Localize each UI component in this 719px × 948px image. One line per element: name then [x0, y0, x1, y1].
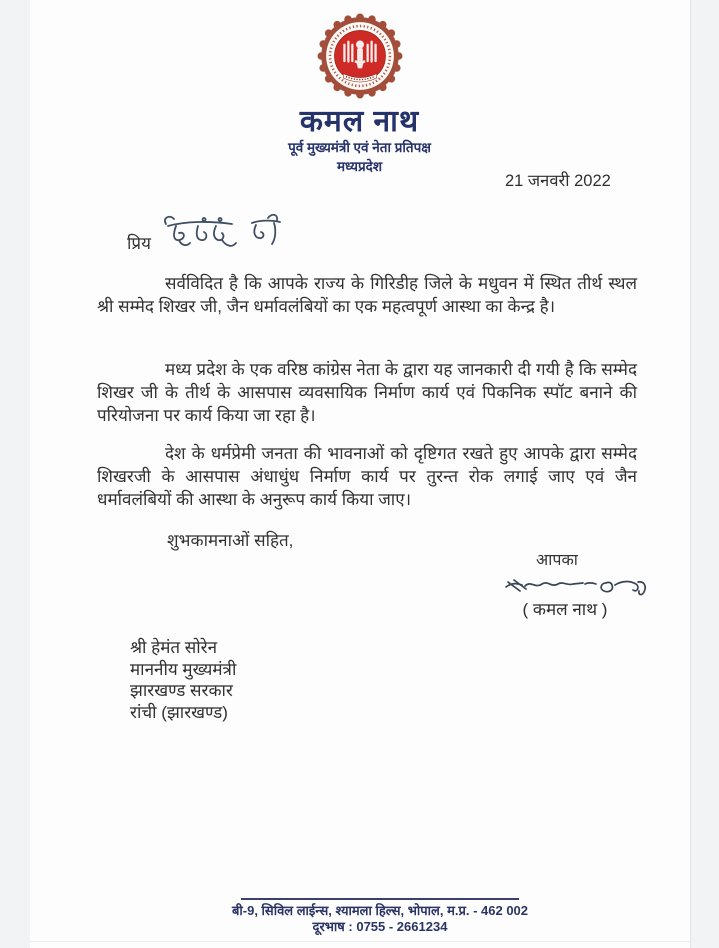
letterhead-title: पूर्व मुख्यमंत्री एवं नेता प्रतिपक्ष — [288, 140, 431, 155]
recipient-govt: झारखण्ड सरकार — [130, 681, 233, 700]
footer-phone: दूरभाष : 0755 - 2661234 — [312, 919, 448, 934]
footer-block — [150, 898, 610, 935]
scan-page-edge — [30, 941, 690, 942]
madhya-pradesh-emblem-icon — [316, 12, 404, 100]
recipient-title: माननीय मुख्यमंत्री — [130, 659, 237, 679]
footer-divider — [241, 898, 519, 900]
handwritten-signature — [503, 570, 653, 600]
handwritten-salutation — [160, 210, 290, 256]
recipient-city: रांची (झारखण्ड) — [130, 702, 228, 722]
letter-date: 21 जनवरी 2022 — [505, 172, 611, 190]
salutation-printed: प्रिय — [127, 234, 151, 253]
recipient-name: श्री हेमंत सोरेन — [130, 638, 218, 657]
letterhead-name: कमल नाथ — [299, 105, 420, 138]
footer-address: बी-9, सिविल लाईन्स, श्यामला हिल्स, भोपाल, म.प्र. - 462 002 — [231, 903, 529, 918]
signature-yours: आपका — [536, 552, 578, 569]
letterhead-region: मध्यप्रदेश — [336, 159, 382, 174]
body-paragraph-2: मध्य प्रदेश के एक वरिष्ठ कांग्रेस नेता के द्वारा यह जानकारी दी गयी है कि सम्मेद शिखर जी के तीर्थ के आसपास व्यवसायिक निर्माण कार्य एवं पिकनिक स्पॉट बनाने की परियोजना पर कार्य किया जा रहा है। — [97, 360, 637, 425]
body-paragraph-1: सर्वविदित है कि आपके राज्य के गिरिडीह जिले के मधुवन में स्थित तीर्थ स्थल श्री सम्मेद शिखर जी, जैन धर्मावलंबियों का एक महत्वपूर्ण आस्था का केन्द्र है। — [97, 274, 637, 316]
recipient-block — [130, 637, 236, 723]
body-paragraph-3: देश के धर्मप्रेमी जनता की भावनाओं को दृष्टिगत रखते हुए आपके द्वारा सम्मेद शिखरजी के आसपास अंधाधुंध निर्माण कार्य पर तुरन्त रोक लगाई जाए एवं जैन धर्मावलंबियों की आस्था के अनुरूप कार्य किया जाए। — [97, 444, 637, 509]
signer-name: ( कमल नाथ ) — [522, 600, 608, 619]
closing-line: शुभकामनाओं सहित, — [167, 531, 294, 550]
